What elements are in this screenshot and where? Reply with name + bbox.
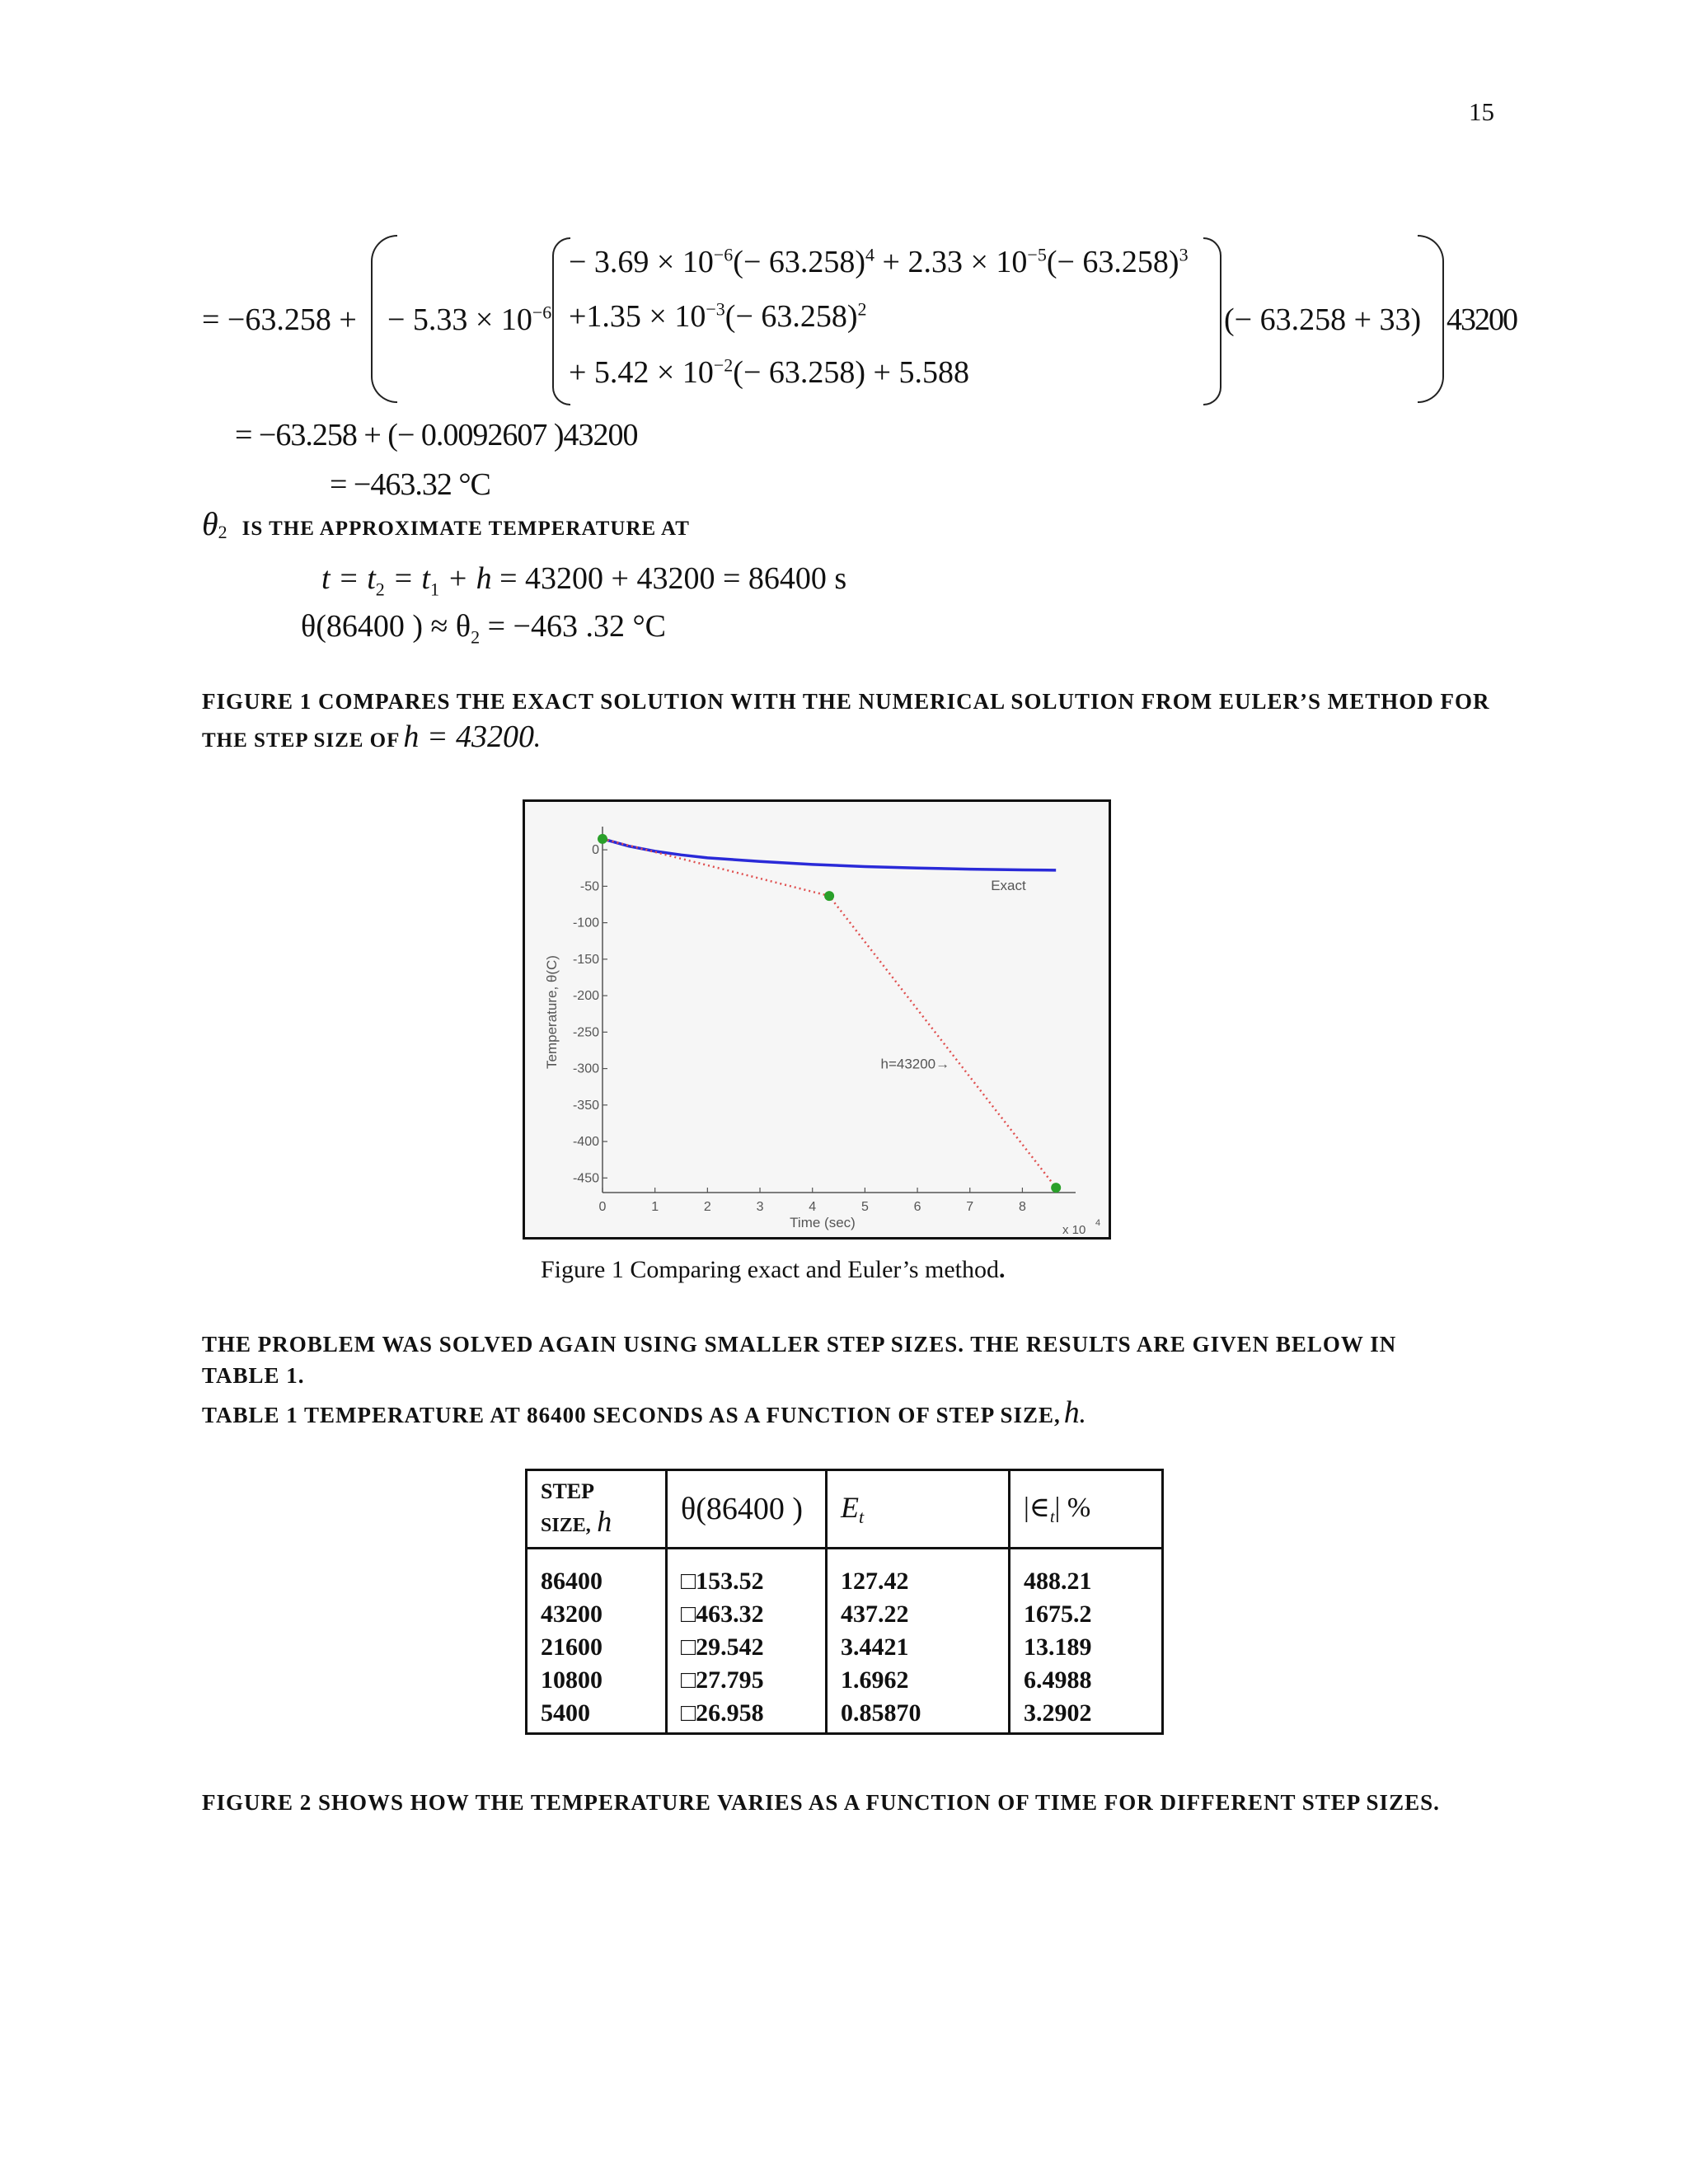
cell-theta-value: 463.32 bbox=[696, 1601, 764, 1628]
cell-Et bbox=[827, 1549, 1010, 1601]
cell-step-size bbox=[527, 1699, 667, 1734]
equation-row-3: + $5.42 \times 10^{-2}(- 63.258) + 5.588$ bbox=[569, 354, 969, 390]
y-tick-label: -450 bbox=[572, 1171, 599, 1186]
table-header-row bbox=[527, 1470, 1163, 1549]
cell-rel-error bbox=[1010, 1549, 1163, 1601]
x-tick-label: 5 bbox=[860, 1200, 869, 1214]
cell-step-size-value: 10800 bbox=[541, 1666, 603, 1694]
cell-theta-value: 29.542 bbox=[696, 1633, 764, 1661]
equation-line-3: = −463.32 °C bbox=[330, 467, 490, 502]
cell-Et-value: 127.42 bbox=[841, 1568, 909, 1595]
chart-background bbox=[525, 802, 1109, 1237]
y-tick-label: -350 bbox=[572, 1098, 599, 1113]
paragraph-2-line-1: THE PROBLEM WAS SOLVED AGAIN USING SMALLER STEP SIZES. THE RESULTS ARE GIVEN BELOW IN bbox=[202, 1332, 1397, 1357]
equation-line-2: = −63.258 + (− 0.0092607 )43200 bbox=[235, 418, 638, 452]
missing-glyph: □ bbox=[681, 1568, 696, 1595]
cell-Et bbox=[827, 1699, 1010, 1734]
euler-point bbox=[1051, 1183, 1061, 1193]
table-row bbox=[527, 1601, 1163, 1633]
cell-theta-value: 153.52 bbox=[696, 1568, 764, 1595]
cell-step-size bbox=[527, 1633, 667, 1666]
y-tick-label: -200 bbox=[572, 989, 599, 1004]
inner-paren-right bbox=[1203, 237, 1221, 405]
paragraph-3: FIGURE 2 SHOWS HOW THE TEMPERATURE VARIES AS A FUNCTION OF TIME FOR DIFFERENT STEP SIZES. bbox=[202, 1790, 1440, 1815]
cell-step-size-value: 5400 bbox=[541, 1699, 590, 1727]
missing-glyph: □ bbox=[681, 1633, 696, 1661]
chart-annotation: Exact bbox=[991, 877, 1026, 893]
figure-1-caption: Figure 1 Comparing exact and Euler’s method. bbox=[541, 1256, 1006, 1283]
y-axis-label: Temperature, θ(C) bbox=[544, 955, 560, 1069]
cell-step-size bbox=[527, 1549, 667, 1601]
x-tick-label: 4 bbox=[809, 1200, 817, 1214]
cell-theta bbox=[667, 1549, 827, 1601]
paragraph-1-line-1: FIGURE 1 COMPARES THE EXACT SOLUTION WITH THE NUMERICAL SOLUTION FROM EULER’S METHOD FOR bbox=[202, 689, 1490, 714]
cell-Et-value: 0.85870 bbox=[841, 1699, 921, 1727]
x-tick-label: 0 bbox=[598, 1200, 607, 1214]
x-tick-label: 8 bbox=[1018, 1200, 1026, 1214]
cell-step-size-value: 21600 bbox=[541, 1633, 603, 1661]
cell-theta bbox=[667, 1633, 827, 1666]
cell-theta-value: 26.958 bbox=[696, 1699, 764, 1727]
chart-annotation: h=43200→ bbox=[880, 1056, 950, 1072]
equation-row-1: − $3.69 \times 10^{-6}(- 63.258)^4 + 2.33 \times 10^{-5}(- 63.258)^3$ bbox=[569, 244, 1189, 279]
theta-label: $\theta_2$ IS THE APPROXIMATE TEMPERATURE AT bbox=[202, 505, 690, 543]
x-tick-label: 2 bbox=[703, 1200, 711, 1214]
theta-equation: θ(86400 ) ≈ $\theta_2 = -463$ .32 °C bbox=[301, 609, 666, 648]
cell-Et bbox=[827, 1601, 1010, 1633]
cell-theta-value: 27.795 bbox=[696, 1666, 764, 1694]
y-tick-label: -50 bbox=[579, 879, 599, 894]
cell-theta bbox=[667, 1601, 827, 1633]
x-tick-label: 6 bbox=[913, 1200, 921, 1214]
header-Et: $E_t$ bbox=[827, 1470, 1010, 1549]
missing-glyph: □ bbox=[681, 1601, 696, 1628]
cell-rel-error-value: 6.4988 bbox=[1024, 1666, 1092, 1694]
y-tick-label: -400 bbox=[572, 1135, 599, 1150]
cell-rel-error bbox=[1010, 1699, 1163, 1734]
equation-row-2: $+1.35 \times 10^{-3}(- 63.258)^2$ bbox=[569, 298, 867, 334]
cell-step-size bbox=[527, 1666, 667, 1699]
x-multiplier-exponent: 4 bbox=[1095, 1218, 1101, 1228]
cell-theta bbox=[667, 1666, 827, 1699]
header-rel-error: $|\in_t|$ % bbox=[1010, 1470, 1163, 1549]
euler-point bbox=[824, 891, 834, 901]
header-step-size: STEP SIZE, h bbox=[527, 1470, 667, 1549]
cell-rel-error bbox=[1010, 1666, 1163, 1699]
cell-rel-error bbox=[1010, 1601, 1163, 1633]
cell-Et bbox=[827, 1633, 1010, 1666]
cell-Et bbox=[827, 1666, 1010, 1699]
table-row bbox=[527, 1633, 1163, 1666]
y-tick-label: -100 bbox=[572, 916, 599, 930]
x-tick-label: 3 bbox=[756, 1200, 764, 1214]
inner-paren-left bbox=[552, 237, 570, 405]
table-1-title: TABLE 1 TEMPERATURE AT 86400 SECONDS AS A FUNCTION OF STEP SIZE, h. bbox=[202, 1395, 1085, 1430]
equation-tail-2: 43200 bbox=[1447, 302, 1517, 337]
euler-point bbox=[598, 834, 607, 844]
equation-tail: (− 63.258 + 33) bbox=[1224, 302, 1422, 337]
x-axis-label: Time (sec) bbox=[790, 1215, 856, 1230]
cell-Et-value: 437.22 bbox=[841, 1601, 909, 1628]
cell-step-size bbox=[527, 1601, 667, 1633]
table-row bbox=[527, 1549, 1163, 1601]
t-equation: $t = t_2 = t_1 + h = 43200 + 43200 = 86400$ s bbox=[321, 561, 847, 600]
cell-rel-error-value: 3.2902 bbox=[1024, 1699, 1092, 1727]
results-table bbox=[525, 1469, 1164, 1735]
cell-rel-error-value: 1675.2 bbox=[1024, 1601, 1092, 1628]
x-multiplier-label: x 10 bbox=[1062, 1223, 1086, 1237]
cell-rel-error bbox=[1010, 1633, 1163, 1666]
equation-lhs: = −63.258 + bbox=[202, 302, 357, 337]
y-tick-label: -150 bbox=[572, 952, 599, 967]
equation-coef: − $5.33 \times 10^{-6}$ bbox=[387, 302, 552, 337]
paragraph-2-line-2: TABLE 1. bbox=[202, 1363, 305, 1388]
y-tick-label: -300 bbox=[572, 1062, 599, 1076]
x-tick-label: 7 bbox=[966, 1200, 974, 1214]
x-tick-label: 1 bbox=[651, 1200, 659, 1214]
cell-rel-error-value: 13.189 bbox=[1024, 1633, 1092, 1661]
paragraph-1-line-2: THE STEP SIZE OF h = 43200. bbox=[202, 719, 541, 754]
header-theta: θ(86400 ) bbox=[667, 1470, 827, 1549]
table-row bbox=[527, 1666, 1163, 1699]
outer-paren-right bbox=[1418, 235, 1444, 403]
figure-1-frame bbox=[523, 799, 1111, 1240]
cell-Et-value: 1.6962 bbox=[841, 1666, 909, 1694]
page-number: 15 bbox=[1469, 97, 1494, 126]
cell-step-size-value: 43200 bbox=[541, 1601, 603, 1628]
table-row bbox=[527, 1699, 1163, 1734]
cell-rel-error-value: 488.21 bbox=[1024, 1568, 1092, 1595]
cell-step-size-value: 86400 bbox=[541, 1568, 603, 1595]
y-tick-label: -250 bbox=[572, 1025, 599, 1040]
missing-glyph: □ bbox=[681, 1666, 696, 1694]
euler-vs-exact-chart bbox=[525, 802, 1109, 1237]
y-tick-label: 0 bbox=[592, 843, 599, 858]
cell-Et-value: 3.4421 bbox=[841, 1633, 909, 1661]
cell-theta bbox=[667, 1699, 827, 1734]
missing-glyph: □ bbox=[681, 1699, 696, 1727]
